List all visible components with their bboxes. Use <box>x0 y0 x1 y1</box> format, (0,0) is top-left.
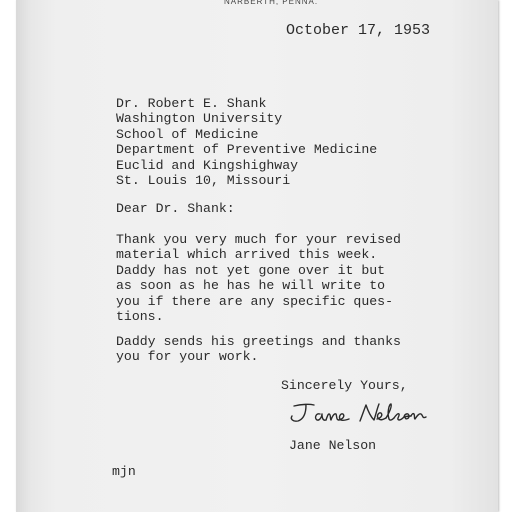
address-line-street: Euclid and Kingshighway <box>116 157 299 173</box>
signature-drawing <box>288 400 438 426</box>
paragraph-line: tions. <box>116 309 164 325</box>
recipient-address <box>116 96 377 188</box>
letter-sheet <box>16 0 498 512</box>
paragraph-line: Daddy has not yet gone over it but <box>116 262 386 278</box>
address-line-name: Dr. Robert E. Shank <box>116 96 267 111</box>
paragraph-line: as soon as he has he will write to <box>116 278 386 294</box>
body-paragraph-2 <box>116 334 401 365</box>
salutation: Dear Dr. Shank: <box>116 201 235 216</box>
paragraph-line: Thank you very much for your revised <box>116 232 401 247</box>
paragraph-line: you for your work. <box>116 349 259 365</box>
closing: Sincerely Yours, <box>281 378 408 393</box>
paragraph-line: Daddy sends his greetings and thanks <box>116 334 401 349</box>
paragraph-line: material which arrived this week. <box>116 247 378 263</box>
address-line-department: Department of Preventive Medicine <box>116 142 378 158</box>
typist-initials: mjn <box>112 464 136 479</box>
handwritten-signature <box>288 400 438 426</box>
letterhead-location: NARBERTH, PENNA. <box>224 0 319 6</box>
paragraph-line: you if there are any specific ques- <box>116 293 393 309</box>
letter-date: October 17, 1953 <box>286 22 431 39</box>
address-line-university: Washington University <box>116 111 283 127</box>
address-line-city: St. Louis 10, Missouri <box>116 173 291 189</box>
body-paragraph-1 <box>116 232 401 324</box>
signer-name: Jane Nelson <box>289 438 377 453</box>
address-line-school: School of Medicine <box>116 126 259 142</box>
